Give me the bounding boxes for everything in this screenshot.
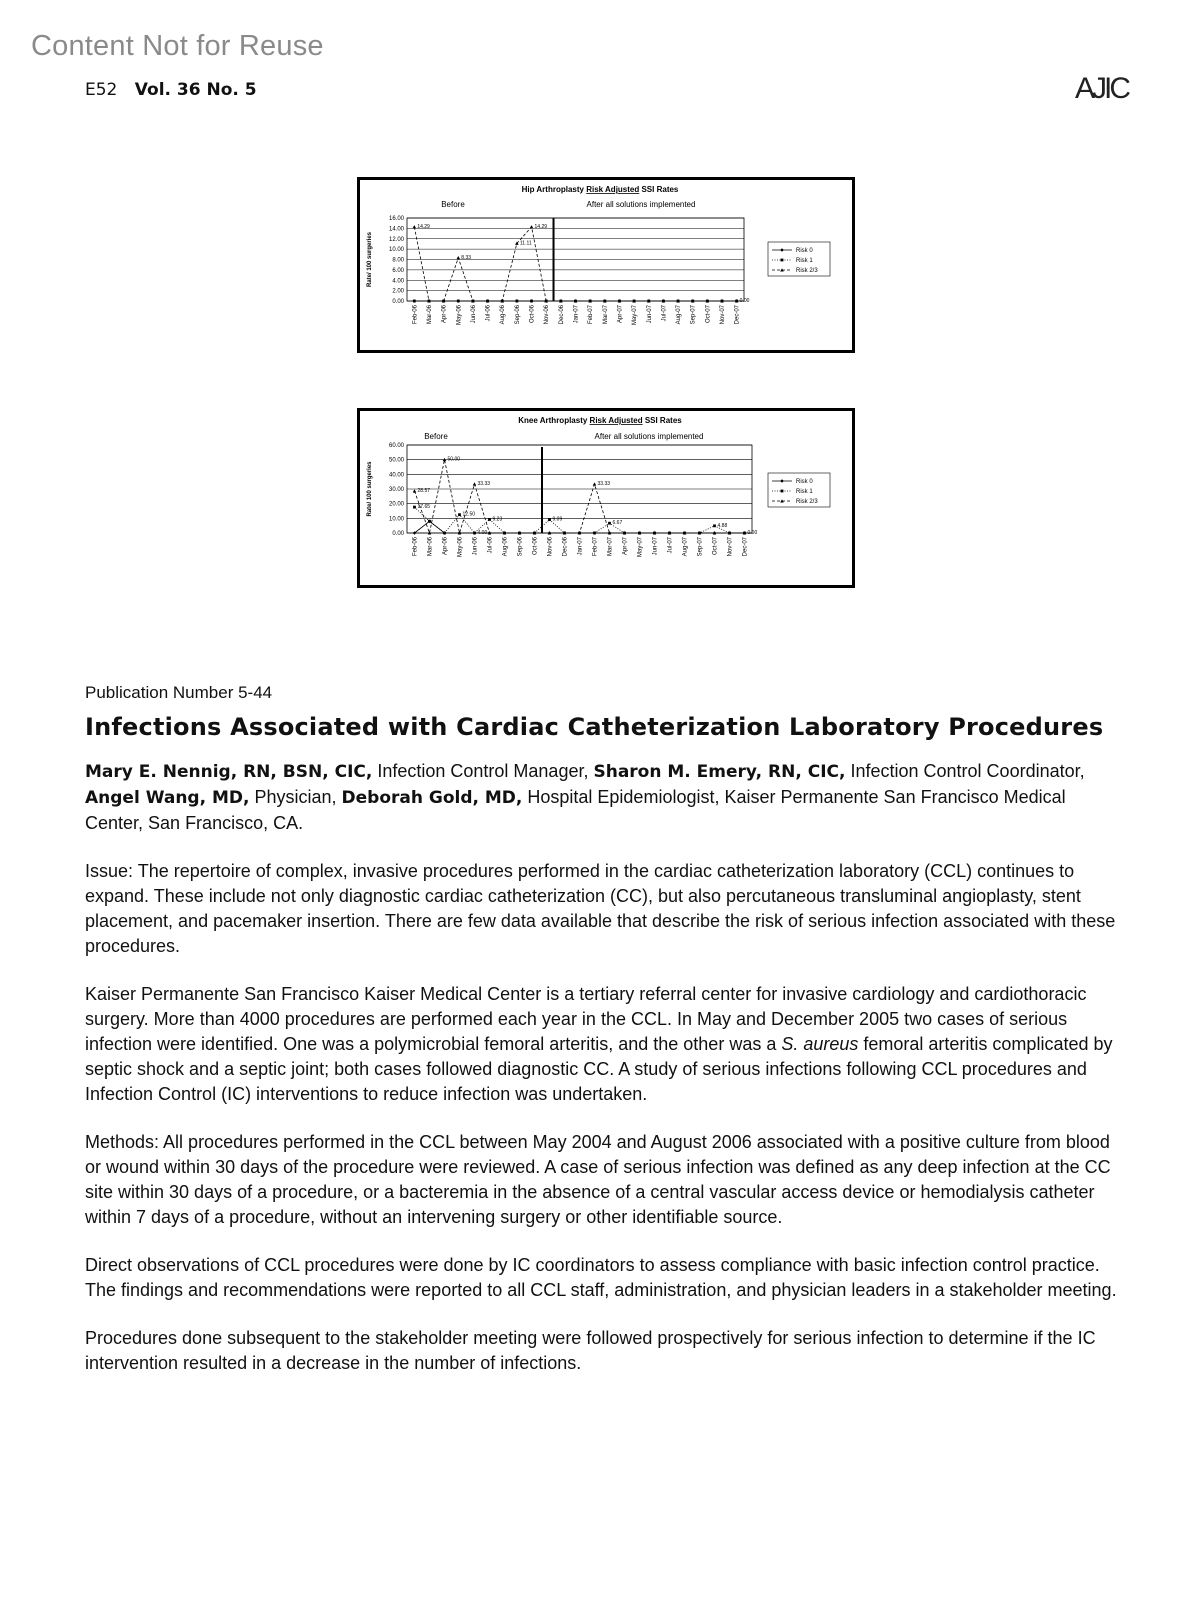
x-tick-label: Oct-07 <box>705 305 712 324</box>
y-tick-label: 30.00 <box>388 487 404 493</box>
y-tick-label: 14.00 <box>388 226 404 233</box>
journal-logo: AJIC <box>1075 72 1129 105</box>
author-role: Hospital Epidemiologist, Kaiser Permanente San Francisco Medical Center, San Francisco, CA. <box>85 787 1066 833</box>
x-tick-label: Jun-07 <box>646 305 653 324</box>
chart-title-underlined: Risk Adjusted <box>589 416 643 425</box>
period-label-before: Before <box>424 432 448 441</box>
data-label: 50.00 <box>447 456 461 463</box>
hip-chart-frame <box>357 177 855 353</box>
data-label: 0.00 <box>747 530 758 536</box>
y-axis-label: Rate/ 100 surgeries <box>367 231 373 288</box>
x-tick-label: Jul-07 <box>667 537 674 554</box>
author-role: Physician, <box>249 787 342 807</box>
x-tick-label: Apr-06 <box>442 537 449 556</box>
x-tick-label: Oct-06 <box>532 537 539 556</box>
data-label: 14.29 <box>417 223 430 230</box>
data-label: 11.11 <box>519 240 532 247</box>
x-tick-label: Sep-07 <box>697 537 704 557</box>
data-label: 33.33 <box>477 481 491 488</box>
y-tick-label: 16.00 <box>388 216 404 222</box>
watermark: Content Not for Reuse <box>31 30 324 62</box>
data-label: 17.65 <box>417 504 431 511</box>
x-tick-label: Apr-07 <box>617 305 624 324</box>
page-number: E52 <box>85 80 118 100</box>
x-tick-label: May-07 <box>637 537 644 558</box>
x-tick-label: Jun-06 <box>472 537 479 556</box>
legend-label: Risk 0 <box>796 248 813 254</box>
series-risk-2-3-point <box>413 225 417 228</box>
series-risk-2-3-point <box>473 482 477 485</box>
chart-title-underlined: Risk Adjusted <box>586 185 640 194</box>
paragraph-text: femoral arteritis complicated by septic shock and a septic joint; both cases followed diagnostic CC. A study of serious infections following CCL procedures and Infection Control (IC) interventions to reduce infection was undertaken. <box>85 1034 1113 1104</box>
data-label: 4.00 <box>477 530 488 536</box>
series-risk-2-3-point <box>456 256 460 259</box>
y-tick-label: 10.00 <box>388 516 404 523</box>
legend-label: Risk 2/3 <box>796 499 818 505</box>
series-risk-2-3-point <box>413 489 417 492</box>
x-tick-label: Feb-06 <box>412 537 419 557</box>
data-label: 4.88 <box>717 522 728 529</box>
y-tick-label: 8.00 <box>392 257 404 264</box>
knee-chart-frame <box>357 408 855 588</box>
knee-arthroplasty-chart <box>360 411 852 585</box>
data-label: 33.33 <box>597 481 611 488</box>
volume-issue: Vol. 36 No. 5 <box>134 80 257 100</box>
x-tick-label: Feb-06 <box>412 305 419 325</box>
series-risk-2-3-line <box>414 227 736 301</box>
x-tick-label: Sep-07 <box>690 305 697 325</box>
x-tick-label: Mar-07 <box>602 305 609 325</box>
y-tick-label: 0.00 <box>392 531 404 537</box>
x-tick-label: Jun-07 <box>652 537 659 556</box>
x-tick-label: Aug-07 <box>682 537 689 557</box>
paragraph-methods: Methods: All procedures performed in the CCL between May 2004 and August 2006 associated with a positive culture from blood or wound within 30 days of the procedure were reviewed. A case of serious infection was defined as any deep infection at the CC site within 30 days of a procedure, or a bacteremia in the absence of a central vascular access device or hemodialysis catheter within 7 days of a procedure, without an intervening surgery or other identifiable source. <box>85 1132 1111 1227</box>
author-list <box>85 759 1125 836</box>
x-tick-label: Dec-07 <box>742 537 749 557</box>
series-risk-1-point <box>488 518 491 521</box>
x-tick-label: Nov-07 <box>727 537 734 557</box>
y-tick-label: 12.00 <box>388 236 404 243</box>
author-name: Mary E. Nennig, RN, BSN, CIC, <box>85 762 373 782</box>
data-label: 14.29 <box>534 223 548 230</box>
series-risk-1-point <box>593 532 596 535</box>
period-label-after: After all solutions implemented <box>594 432 704 441</box>
data-label: 9.09 <box>552 516 563 523</box>
paragraph-background <box>85 982 1125 1107</box>
y-tick-label: 0.00 <box>392 299 404 305</box>
hip-arthroplasty-chart <box>360 180 852 350</box>
x-tick-label: Dec-06 <box>562 537 569 557</box>
publication-number: Publication Number 5-44 <box>85 683 273 702</box>
author-name: Deborah Gold, MD, <box>341 788 523 808</box>
paragraph-issue: Issue: The repertoire of complex, invasive procedures performed in the cardiac catheterization laboratory (CCL) continues to expand. These include not only diagnostic cardiac catheterization (CC), but also percutaneous transluminal angioplasty, stent placement, and pacemaker insertion. There are few data available that describe the risk of serious infection associated with these procedures. <box>85 861 1116 956</box>
y-tick-label: 40.00 <box>388 472 404 479</box>
x-tick-label: Sep-06 <box>514 305 521 325</box>
x-tick-label: Oct-06 <box>529 305 536 324</box>
legend-label: Risk 1 <box>796 489 813 495</box>
author-name: Sharon M. Emery, RN, CIC, <box>593 762 846 782</box>
author-role: Infection Control Manager, <box>372 761 594 781</box>
series-risk-1-point <box>413 506 416 509</box>
x-tick-label: Sep-06 <box>517 537 524 557</box>
y-axis-label: Rate/ 100 surgeries <box>367 461 373 517</box>
series-risk-1-point <box>458 513 461 516</box>
series-risk-2-3-point <box>593 482 597 485</box>
y-tick-label: 4.00 <box>392 278 404 285</box>
running-head <box>85 80 257 100</box>
legend-label: Risk 0 <box>796 479 813 485</box>
chart-title <box>518 416 682 425</box>
author-role: Infection Control Coordinator, <box>845 761 1085 781</box>
paragraph-text: Kaiser Permanente San Francisco Kaiser Medical Center is a tertiary referral center for invasive cardiology and cardiothoracic surgery. More than 4000 procedures are performed each year in the CCL. In May and December 2005 two cases of serious infection were identified. One was a polymicrobial femoral arteritis, and the other was a <box>85 984 1087 1054</box>
y-tick-label: 10.00 <box>388 247 404 254</box>
x-tick-label: Feb-07 <box>592 537 599 557</box>
x-tick-label: Mar-06 <box>427 537 434 557</box>
legend-label: Risk 2/3 <box>796 268 818 274</box>
period-label-before: Before <box>441 200 465 209</box>
data-label: 0.00 <box>739 298 750 304</box>
x-tick-label: Dec-07 <box>734 305 741 325</box>
series-risk-1-point <box>713 524 716 527</box>
series-risk-1-point <box>530 300 533 303</box>
series-risk-1-point <box>457 300 460 303</box>
x-tick-label: Nov-06 <box>547 537 554 557</box>
chart-title-text: Hip Arthroplasty <box>521 185 587 194</box>
series-risk-1-point <box>515 300 518 303</box>
paragraph-prospective: Procedures done subsequent to the stakeholder meeting were followed prospectively for serious infection to determine if the IC intervention resulted in a decrease in the number of infections. <box>85 1328 1096 1373</box>
data-label: 8.33 <box>461 254 472 261</box>
data-label: 9.23 <box>492 516 503 523</box>
x-tick-label: Aug-06 <box>500 305 507 325</box>
y-tick-label: 20.00 <box>388 501 404 508</box>
series-risk-1-point <box>428 520 431 523</box>
legend-point <box>781 490 784 493</box>
x-tick-label: Jan-07 <box>573 305 580 324</box>
x-tick-label: Apr-06 <box>441 305 448 324</box>
x-tick-label: Dec-06 <box>558 305 565 325</box>
x-tick-label: Apr-07 <box>622 537 629 556</box>
y-tick-label: 6.00 <box>392 267 404 274</box>
data-label: 12.50 <box>462 511 476 518</box>
period-label-after: After all solutions implemented <box>586 200 696 209</box>
x-tick-label: Oct-07 <box>712 537 719 556</box>
x-tick-label: Jul-06 <box>487 537 494 554</box>
legend-point <box>781 259 784 262</box>
organism-name: S. aureus <box>781 1034 859 1054</box>
article-title: Infections Associated with Cardiac Catheterization Laboratory Procedures <box>85 713 1104 741</box>
series-risk-1-point <box>443 532 446 535</box>
y-tick-label: 60.00 <box>388 443 404 449</box>
x-tick-label: Nov-07 <box>720 305 727 325</box>
x-tick-label: May-06 <box>456 305 463 326</box>
chart-title-text: Knee Arthroplasty <box>518 416 590 425</box>
chart-title-text: SSI Rates <box>639 185 679 194</box>
chart-title <box>522 185 679 194</box>
x-tick-label: Jul-06 <box>485 305 492 322</box>
data-label: 6.67 <box>612 520 623 527</box>
y-tick-label: 50.00 <box>388 457 404 464</box>
x-tick-label: Jul-07 <box>661 305 668 322</box>
legend-label: Risk 1 <box>796 258 813 264</box>
y-tick-label: 2.00 <box>392 288 404 295</box>
x-tick-label: Jan-07 <box>577 537 584 556</box>
x-tick-label: Jun-06 <box>470 305 477 324</box>
x-tick-label: May-07 <box>632 305 639 326</box>
series-risk-1-point <box>473 532 476 535</box>
x-tick-label: Feb-07 <box>588 305 595 325</box>
x-tick-label: Aug-07 <box>676 305 683 325</box>
paragraph-direct-observation: Direct observations of CCL procedures were done by IC coordinators to assess compliance with basic infection control practice. The findings and recommendations were reported to all CCL staff, administration, and physician leaders in a stakeholder meeting. <box>85 1255 1117 1300</box>
x-tick-label: Aug-06 <box>502 537 509 557</box>
series-risk-2-3-point <box>530 225 534 228</box>
article <box>85 683 1125 1399</box>
x-tick-label: May-06 <box>457 537 464 558</box>
author-name: Angel Wang, MD, <box>85 788 250 808</box>
x-tick-label: Mar-06 <box>426 305 433 325</box>
data-label: 28.57 <box>417 488 431 495</box>
x-tick-label: Mar-07 <box>607 537 614 557</box>
series-risk-1-point <box>413 300 416 303</box>
series-risk-1-point <box>608 522 611 525</box>
x-tick-label: Nov-06 <box>544 305 551 325</box>
series-risk-2-3-line <box>415 460 745 533</box>
series-risk-1-point <box>548 518 551 521</box>
chart-title-text: SSI Rates <box>642 416 682 425</box>
